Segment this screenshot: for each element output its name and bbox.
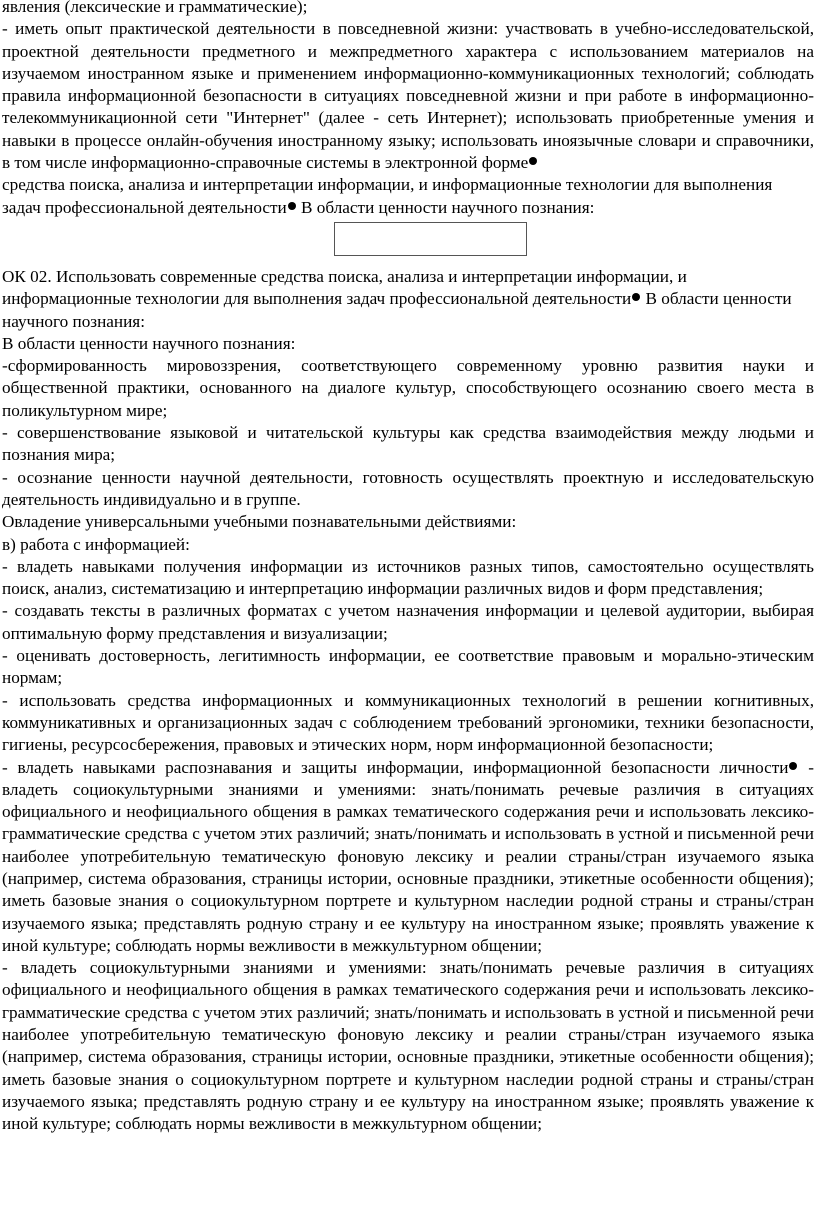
paragraph <box>2 18 814 174</box>
bullet-icon <box>288 202 296 210</box>
paragraph-text: - иметь опыт практической деятельности в повседневной жизни: участвовать в учебно-исследовательской, проектной деятельности предметного и межпредметного характера с использованием материалов на изучаемом иностранном языке и применением информационно-коммуникационных технологий; соблюдать правила информационной безопасности в ситуациях повседневной жизни и при работе в информационно-телекоммуникационной сети "Интернет" (далее - сеть Интернет); использовать приобретенные умения и навыки в процессе онлайн-обучения иностранному языку; использовать иноязычные словари и справочники, в том числе информационно-справочные системы в электронной форме <box>2 19 814 173</box>
list-item <box>2 757 814 958</box>
paragraph-text: В области ценности научного познания: <box>296 197 595 217</box>
list-item-text: - владеть навыками распознавания и защиты информации, информационной безопасности личности <box>2 757 789 777</box>
heading-text: В области ценности научного познания: <box>2 289 792 331</box>
empty-box-area <box>2 219 814 266</box>
list-item: - владеть навыками получения информации из источников разных типов, самостоятельно осуществлять поиск, анализ, систематизацию и интерпретацию информации различных видов и форм представления; <box>2 556 814 599</box>
list-item: - владеть социокультурными знаниями и умениями: знать/понимать речевые различия в ситуациях официального и неофициального общения в рамках тематического содержания речи и использовать лексико-грамматические средства с учетом этих различий; знать/понимать и использовать в устной и письменной речи наиболее употребительную тематическую фоновую лексику и реалии страны/стран изучаемого языка (например, система образования, страницы истории, основные праздники, этикетные особенности общения); иметь базовые знания о социокультурном портрете и культурном наследии родной страны и страны/стран изучаемого языка; представлять родную страну и ее культуру на иностранном языке; проявлять уважение к иной культуре; соблюдать нормы вежливости в межкультурном общении; <box>2 958 814 1134</box>
section-title: Овладение универсальными учебными познавательными действиями: <box>2 512 517 532</box>
bullet-icon <box>632 293 640 301</box>
bullet-icon <box>789 762 797 770</box>
paragraph: явления (лексические и грамматические); <box>2 0 308 16</box>
heading-text: ОК 02. Использовать современные средства поиска, анализа и интерпретации информации, и информационные технологии для выполнения задач профессиональной деятельности <box>2 266 687 309</box>
list-item: - оценивать достоверность, легитимность информации, ее соответствие правовым и морально-этическим нормам; <box>2 646 814 688</box>
list-item: - осознание ценности научной деятельности, готовность осуществлять проектную и исследовательскую деятельность индивидуально и в группе. <box>2 467 814 509</box>
bullet-icon <box>529 157 537 165</box>
list-item: - использовать средства информационных и коммуникационных технологий в решении когнитивных, коммуникативных и организационных задач с соблюдением требований эргономики, техники безопасности, гигиены, ресурсосбережения, правовых и этических норм, норм информационной безопасности; <box>2 690 814 755</box>
subsection-title: в) работа с информацией: <box>2 534 190 554</box>
list-item: - совершенствование языковой и читательской культуры как средства взаимодействия между людьми и познания мира; <box>2 423 814 465</box>
list-item-text: - владеть социокультурными знаниями и умениями: знать/понимать речевые различия в ситуациях официального и неофициального общения в рамках тематического содержания речи и использовать лексико-грамматические средства с учетом этих различий; знать/понимать и использовать в устной и письменной речи наиболее употребительную тематическую фоновую лексику и реалии страны/стран изучаемого языка (например, система образования, страницы истории, основные праздники, этикетные особенности общения); иметь базовые знания о социокультурном портрете и культурном наследии родной страны и страны/стран изучаемого языка; представлять родную страну и ее культуру на иностранном языке; проявлять уважение к иной культуре; соблюдать нормы вежливости в межкультурном общении; <box>2 757 814 955</box>
list-item: -сформированность мировоззрения, соответствующего современному уровню развития науки и общественной практики, основанного на диалоге культур, способствующего осознанию своего места в поликультурном мире; <box>2 356 814 420</box>
list-item: - создавать тексты в различных форматах с учетом назначения информации и целевой аудитории, выбирая оптимальную форму представления и визуализации; <box>2 601 814 643</box>
ok02-heading <box>2 266 814 333</box>
section-title: В области ценности научного познания: <box>2 333 296 353</box>
empty-frame <box>334 222 527 256</box>
paragraph-text: средства поиска, анализа и интерпретации информации, и информационные технологии для выполнения задач профессиональной деятельности <box>2 175 773 217</box>
paragraph <box>2 174 814 219</box>
